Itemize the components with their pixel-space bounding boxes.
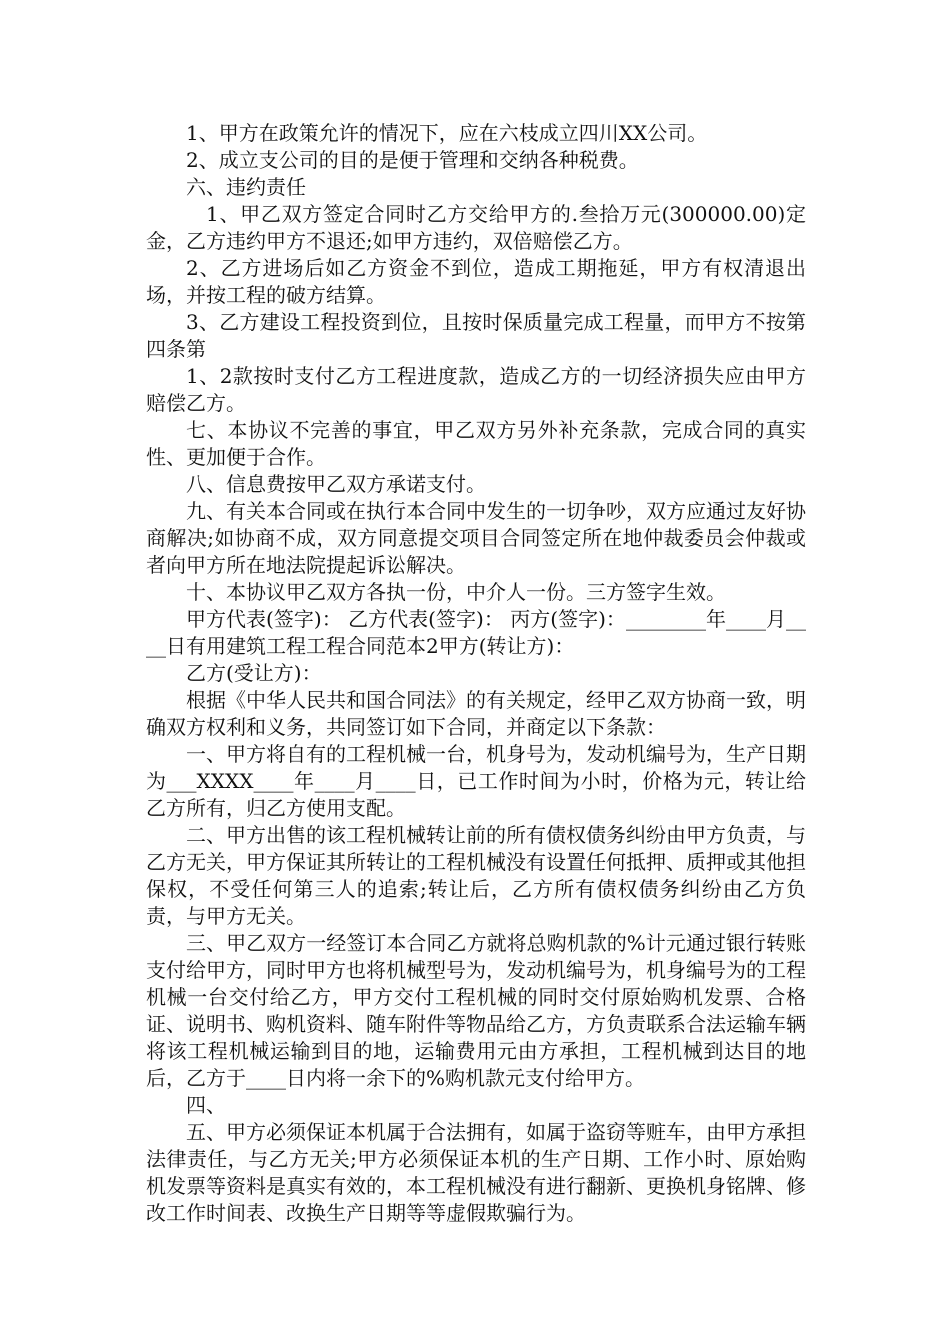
paragraph-preamble: 根据《中华人民共和国合同法》的有关规定，经甲乙双方协商一致，明确双方权利和义务，共同签订如下合同，并商定以下条款： bbox=[146, 688, 806, 739]
section-heading-liability: 六、违约责任 bbox=[186, 175, 306, 199]
paragraph-supplement: 七、本协议不完善的事宜，甲乙双方另外补充条款，完成合同的真实性、更加便于合作。 bbox=[146, 418, 806, 469]
paragraph-progress-payment: 1、2款按时支付乙方工程进度款，造成乙方的一切经济损失应由甲方赔偿乙方。 bbox=[146, 364, 806, 415]
paragraph-party-b: 乙方(受让方)： bbox=[186, 661, 322, 685]
paragraph-investment: 3、乙方建设工程投资到位，且按时保质量完成工程量，而甲方不按第四条第 bbox=[146, 310, 806, 361]
clause-1: 一、甲方将自有的工程机械一台，机身号为，发动机编号为，生产日期为___XXXX____年____月____日，已工作时间为小时，价格为元，转让给乙方所有，归乙方使用支配。 bbox=[146, 742, 806, 820]
clause-2: 二、甲方出售的该工程机械转让前的所有债权债务纠纷由甲方负责，与乙方无关，甲方保证其所转让的工程机械没有设置任何抵押、质押或其他担保权，不受任何第三人的追索;转让后，乙方所有债权债务纠纷由乙方负责，与甲方无关。 bbox=[146, 823, 806, 928]
paragraph-info-fee: 八、信息费按甲乙双方承诺支付。 bbox=[186, 472, 486, 496]
paragraph-deposit: 1、甲乙双方签定合同时乙方交给甲方的.叁拾万元(300000.00)定金，乙方违约甲方不退还;如甲方违约，双倍赔偿乙方。 bbox=[146, 202, 806, 253]
paragraph-branch-purpose: 2、成立支公司的目的是便于管理和交纳各种税费。 bbox=[186, 148, 639, 172]
paragraph-funding-delay: 2、乙方进场后如乙方资金不到位，造成工期拖延，甲方有权清退出场，并按工程的破方结算。 bbox=[146, 256, 806, 307]
document-page bbox=[146, 120, 806, 1227]
clause-4: 四、 bbox=[186, 1093, 226, 1117]
paragraph-branch-company: 1、甲方在政策允许的情况下，应在六枝成立四川XX公司。 bbox=[186, 121, 708, 145]
paragraph-copies: 十、本协议甲乙双方各执一份，中介人一份。三方签字生效。 bbox=[186, 580, 726, 604]
clause-5: 五、甲方必须保证本机属于合法拥有，如属于盗窃等赃车，由甲方承担法律责任，与乙方无关;甲方必须保证本机的生产日期、工作小时、原始购机发票等资料是真实有效的，本工程机械没有进行翻新、更换机身铭牌、修改工作时间表、改换生产日期等等虚假欺骗行为。 bbox=[146, 1120, 806, 1225]
paragraph-signatures: 甲方代表(签字)： 乙方代表(签字)： 丙方(签字)：________年____月____日有用建筑工程工程合同范本2甲方(转让方)： bbox=[146, 607, 806, 658]
paragraph-dispute: 九、有关本合同或在执行本合同中发生的一切争吵，双方应通过友好协商解决;如协商不成，双方同意提交项目合同签定所在地仲裁委员会仲裁或者向甲方所在地法院提起诉讼解决。 bbox=[146, 499, 806, 577]
clause-3: 三、甲乙双方一经签订本合同乙方就将总购机款的%计元通过银行转账支付给甲方，同时甲方也将机械型号为，发动机编号为，机身编号为的工程机械一台交付给乙方，甲方交付工程机械的同时交付原始购机发票、合格证、说明书、购机资料、随车附件等物品给乙方，方负责联系合法运输车辆将该工程机械运输到目的地，运输费用元由方承担，工程机械到达目的地后，乙方于____日内将一余下的%购机款元支付给甲方。 bbox=[146, 931, 806, 1090]
